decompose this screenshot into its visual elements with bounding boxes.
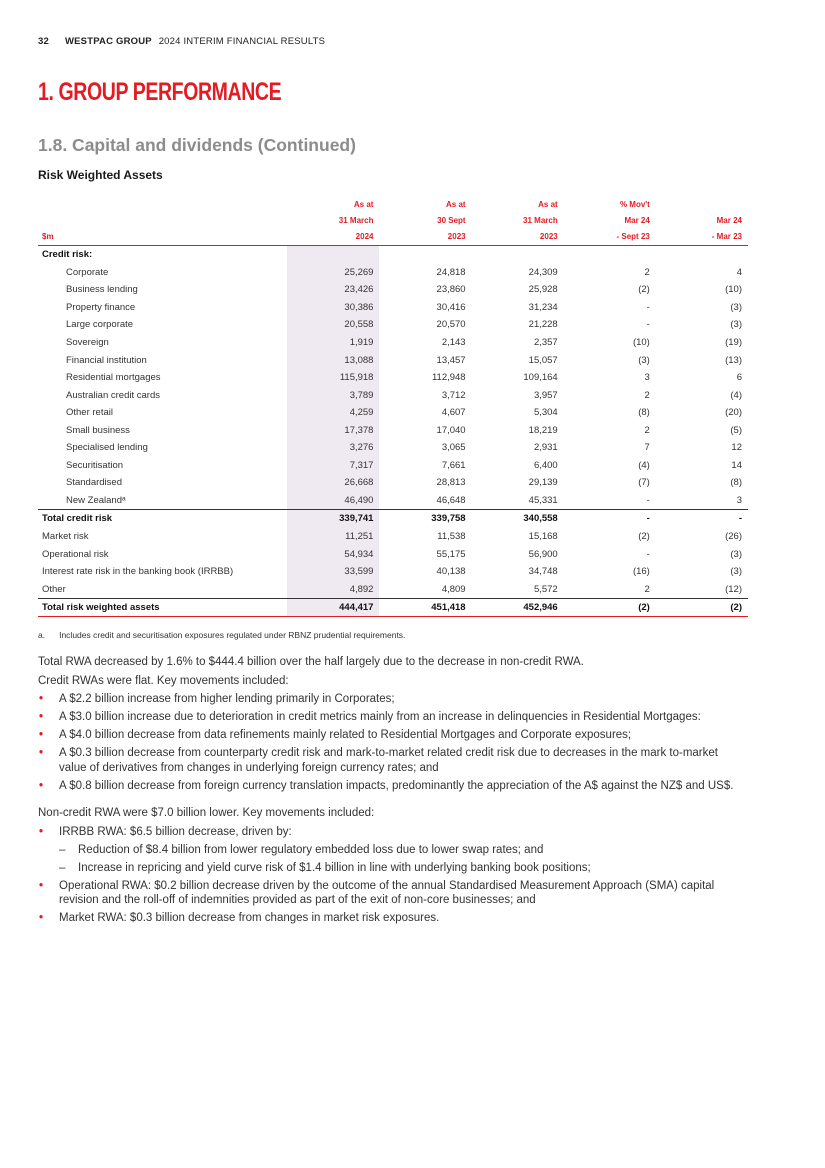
cell: 5,572 xyxy=(533,583,558,595)
cell: 5,304 xyxy=(533,407,558,419)
cell: (3) xyxy=(638,354,650,366)
row-label: Interest rate risk in the banking book (IRRBB) xyxy=(42,566,234,578)
table-row xyxy=(38,563,748,581)
table-row xyxy=(38,264,748,282)
table-row-total-credit-risk xyxy=(38,510,748,528)
table-row xyxy=(38,386,748,404)
row-label: Other retail xyxy=(66,407,113,419)
cell: (19) xyxy=(725,337,742,348)
dash-icon: – xyxy=(59,843,66,856)
column-header: 2023 xyxy=(472,229,564,246)
cell: 2,143 xyxy=(441,337,466,348)
dash-icon: – xyxy=(59,861,66,874)
rwa-table xyxy=(38,197,748,617)
table-row xyxy=(38,580,748,598)
cell: 30,386 xyxy=(287,299,379,317)
cell: 2,357 xyxy=(533,337,558,348)
sub-list-item xyxy=(38,843,748,858)
section-title: 1. GROUP PERFORMANCE xyxy=(38,78,282,106)
list-item xyxy=(38,879,748,908)
cell: 40,138 xyxy=(436,566,466,578)
cell: (3) xyxy=(730,301,742,313)
cell: 31,234 xyxy=(528,301,558,313)
bullet-icon: • xyxy=(39,779,44,792)
page-header xyxy=(38,36,325,47)
report-name: 2024 INTERIM FINANCIAL RESULTS xyxy=(158,36,326,47)
table-header-row xyxy=(38,213,748,229)
cell: (2) xyxy=(638,531,650,543)
row-label: Australian credit cards xyxy=(66,389,160,401)
unit-label: $m xyxy=(38,229,287,246)
list-item xyxy=(38,710,748,725)
cell: 2 xyxy=(644,266,650,278)
cell: 24,309 xyxy=(528,266,558,278)
column-header: As at xyxy=(446,200,466,209)
cell: (16) xyxy=(632,566,650,578)
cell: 33,599 xyxy=(287,563,379,581)
cell: 11,251 xyxy=(287,528,379,546)
column-header: As at xyxy=(538,200,558,209)
cell: 115,918 xyxy=(287,369,379,387)
footnote-marker: a. xyxy=(38,630,46,640)
list-item-text: A $2.2 billion increase from higher lending primarily in Corporates; xyxy=(59,693,395,705)
subsection-title: 1.8. Capital and dividends (Continued) xyxy=(38,135,356,155)
row-label: Financial institution xyxy=(66,354,147,366)
list-item-text: A $3.0 billion increase due to deterioration in credit metrics mainly from an increase in delinquencies in Residential Mortgages: xyxy=(59,711,701,723)
row-label: Corporate xyxy=(66,266,109,278)
cell: 3,276 xyxy=(287,439,379,457)
cell: (3) xyxy=(730,566,742,578)
cell: 4 xyxy=(736,266,742,278)
cell: 2 xyxy=(644,583,650,595)
cell: (13) xyxy=(725,354,742,366)
list-item xyxy=(38,911,748,926)
brand-name: WESTPAC GROUP xyxy=(64,36,152,47)
list-item-text: A $0.3 billion decrease from counterparty credit risk and mark-to-market related credit risk due to decreases in the mark to-market value of derivatives from changes in underlying foreign currency rates; and xyxy=(59,747,718,774)
table-row-total-rwa xyxy=(38,598,748,617)
cell: (2) xyxy=(638,284,650,296)
list-item xyxy=(38,692,748,707)
table-title: Risk Weighted Assets xyxy=(38,168,163,182)
list-item-text: Increase in repricing and yield curve risk of $1.4 billion in line with underlying banking book positions; xyxy=(78,861,591,874)
cell: (3) xyxy=(730,319,742,331)
column-header xyxy=(38,213,287,229)
cell: 3 xyxy=(736,494,742,506)
cell: - xyxy=(646,319,650,331)
cell: 4,892 xyxy=(287,580,379,598)
cell: 7,661 xyxy=(441,459,466,471)
bullet-icon: • xyxy=(39,747,44,759)
cell: 20,570 xyxy=(436,319,466,331)
table-row xyxy=(38,404,748,422)
cell xyxy=(472,246,564,264)
cell: 23,426 xyxy=(287,281,379,299)
column-header: As at xyxy=(353,200,374,209)
cell: (2) xyxy=(564,598,656,617)
table-row xyxy=(38,369,748,387)
table-row xyxy=(38,528,748,546)
cell: 25,928 xyxy=(528,284,558,296)
list-item-text: Operational RWA: $0.2 billion decrease driven by the outcome of the annual Standardised Measurement Approach (SMA) capital revision and the roll-off of indemnities provided as part of the exit of non-core businesses; and xyxy=(59,879,715,906)
cell: 7,317 xyxy=(287,457,379,475)
cell: 14 xyxy=(731,459,742,471)
table-row xyxy=(38,281,748,299)
list-item xyxy=(38,825,748,840)
list-item xyxy=(38,746,748,775)
column-header: 30 Sept xyxy=(437,216,466,225)
column-header: 31 March xyxy=(338,216,374,225)
row-label: Large corporate xyxy=(66,319,134,331)
cell xyxy=(656,246,748,264)
cell: 3,957 xyxy=(533,389,558,401)
row-label: Other xyxy=(42,583,66,595)
cell: 2,931 xyxy=(533,442,558,454)
cell: 34,748 xyxy=(528,566,558,578)
cell: 4,809 xyxy=(441,583,466,595)
cell: (4) xyxy=(730,389,742,401)
cell: - xyxy=(646,494,650,506)
cell: 30,416 xyxy=(436,301,466,313)
cell: 20,558 xyxy=(287,316,379,334)
cell: 46,490 xyxy=(287,492,379,510)
cell: 13,457 xyxy=(436,354,466,366)
table-header-row xyxy=(38,229,748,246)
cell: (2) xyxy=(656,598,748,617)
table-row xyxy=(38,474,748,492)
credit-movements-list xyxy=(38,692,748,793)
cell: 444,417 xyxy=(287,598,379,617)
row-label: Total risk weighted assets xyxy=(38,598,287,617)
list-item-text: Reduction of $8.4 billion from lower regulatory embedded loss due to lower swap rates; and xyxy=(78,843,544,856)
table-header-row xyxy=(38,197,748,213)
footnote-text: Includes credit and securitisation exposures regulated under RBNZ prudential requirements. xyxy=(59,630,406,640)
cell: 1,919 xyxy=(287,334,379,352)
cell: 45,331 xyxy=(528,494,558,506)
cell: 26,668 xyxy=(287,474,379,492)
cell: 451,418 xyxy=(379,598,471,617)
row-label: Business lending xyxy=(66,284,138,296)
cell: 23,860 xyxy=(436,284,466,296)
footnote xyxy=(38,630,405,640)
row-label: Market risk xyxy=(42,531,89,543)
cell: 7 xyxy=(644,442,650,454)
cell: 13,088 xyxy=(287,351,379,369)
cell: 11,538 xyxy=(437,531,466,543)
column-header: Mar 24 xyxy=(624,216,650,225)
row-label: Standardised xyxy=(66,477,122,489)
cell: 18,219 xyxy=(528,424,558,436)
cell xyxy=(564,246,656,264)
cell: 6 xyxy=(736,372,742,384)
cell: 3,065 xyxy=(441,442,466,454)
list-item-text: A $0.8 billion decrease from foreign currency translation impacts, predominantly the appreciation of the A$ against the NZ$ and US$. xyxy=(59,779,734,792)
cell: (4) xyxy=(638,459,650,471)
cell: - xyxy=(646,301,650,313)
column-header: - Sept 23 xyxy=(564,229,656,246)
cell: (10) xyxy=(632,337,650,348)
cell: 109,164 xyxy=(523,372,558,384)
cell xyxy=(379,246,471,264)
cell: 3,789 xyxy=(287,386,379,404)
cell: (8) xyxy=(730,477,742,489)
cell: 17,378 xyxy=(287,421,379,439)
list-item xyxy=(38,779,748,794)
column-header xyxy=(656,197,748,213)
cell: - xyxy=(656,510,748,528)
cell: 112,948 xyxy=(431,372,466,384)
cell: 340,558 xyxy=(472,510,564,528)
cell: 21,228 xyxy=(528,319,558,331)
cell: 6,400 xyxy=(533,459,558,471)
cell: 28,813 xyxy=(436,477,466,489)
cell: (20) xyxy=(725,407,742,419)
table-row xyxy=(38,439,748,457)
non-credit-movements-list xyxy=(38,825,748,926)
cell: 56,900 xyxy=(528,548,558,560)
cell: (12) xyxy=(725,583,742,595)
list-item xyxy=(38,728,748,743)
table-row xyxy=(38,457,748,475)
column-header xyxy=(38,197,287,213)
cell: 3 xyxy=(644,372,650,384)
bullet-icon: • xyxy=(39,912,44,924)
cell: 4,259 xyxy=(287,404,379,422)
row-label: Total credit risk xyxy=(38,510,287,528)
cell: 3,712 xyxy=(441,389,466,401)
cell: - xyxy=(564,510,656,528)
column-header: - Mar 23 xyxy=(656,229,748,246)
cell: 24,818 xyxy=(436,266,466,278)
cell: 2 xyxy=(644,424,650,436)
row-label: Sovereign xyxy=(66,337,109,348)
paragraph: Non-credit RWA were $7.0 billion lower. Key movements included: xyxy=(38,807,375,819)
table-row xyxy=(38,299,748,317)
cell: (7) xyxy=(638,477,650,489)
column-header: Mar 24 xyxy=(716,216,742,225)
row-label: Residential mortgages xyxy=(66,372,161,384)
cell: (8) xyxy=(638,407,650,419)
cell: 339,741 xyxy=(287,510,379,528)
bullet-icon: • xyxy=(39,693,44,705)
column-header: % Mov't xyxy=(619,200,650,209)
bullet-icon: • xyxy=(39,711,44,723)
bullet-icon: • xyxy=(39,729,44,741)
cell: - xyxy=(646,548,650,560)
cell: 17,040 xyxy=(436,424,466,436)
cell: 12 xyxy=(731,442,742,454)
cell: 2 xyxy=(644,389,650,401)
cell: 4,607 xyxy=(441,407,466,419)
cell xyxy=(287,246,379,264)
sub-list-item xyxy=(38,861,748,876)
paragraph: Credit RWAs were flat. Key movements included: xyxy=(38,674,289,687)
table-row xyxy=(38,334,748,352)
table-row xyxy=(38,421,748,439)
cell: (10) xyxy=(725,284,742,296)
table-row-credit-risk-heading xyxy=(38,246,748,264)
table-row xyxy=(38,545,748,563)
cell: 46,648 xyxy=(436,494,466,506)
bullet-icon: • xyxy=(39,825,44,838)
row-label: Property finance xyxy=(66,301,136,313)
table-row xyxy=(38,492,748,510)
row-label: Small business xyxy=(66,424,130,436)
cell: 55,175 xyxy=(436,548,466,560)
page-number: 32 xyxy=(38,36,49,47)
cell: 452,946 xyxy=(472,598,564,617)
cell: 29,139 xyxy=(528,477,558,489)
list-item-text: IRRBB RWA: $6.5 billion decrease, driven by: xyxy=(59,825,292,838)
column-header: 2023 xyxy=(379,229,471,246)
cell: (3) xyxy=(730,548,742,560)
paragraph: Total RWA decreased by 1.6% to $444.4 billion over the half largely due to the decrease in non-credit RWA. xyxy=(38,656,584,668)
bullet-icon: • xyxy=(39,879,44,892)
row-label: Securitisation xyxy=(66,459,124,471)
cell: 25,269 xyxy=(287,264,379,282)
column-header: 31 March xyxy=(523,216,558,225)
list-item-text: Market RWA: $0.3 billion decrease from changes in market risk exposures. xyxy=(59,912,440,924)
commentary xyxy=(38,655,748,939)
row-label: Credit risk: xyxy=(42,249,93,261)
table-row xyxy=(38,351,748,369)
cell: 339,758 xyxy=(379,510,471,528)
cell: 15,168 xyxy=(528,531,558,543)
row-label: New Zealandᵃ xyxy=(66,494,126,506)
row-label: Specialised lending xyxy=(66,442,148,454)
cell: (26) xyxy=(725,531,742,543)
cell: 15,057 xyxy=(528,354,558,366)
cell: (5) xyxy=(730,424,742,436)
list-item-text: A $4.0 billion decrease from data refinements mainly related to Residential Mortgages and Corporate exposures; xyxy=(59,729,632,741)
table-row xyxy=(38,316,748,334)
column-header: 2024 xyxy=(287,229,379,246)
cell: 54,934 xyxy=(287,545,379,563)
row-label: Operational risk xyxy=(42,548,109,560)
